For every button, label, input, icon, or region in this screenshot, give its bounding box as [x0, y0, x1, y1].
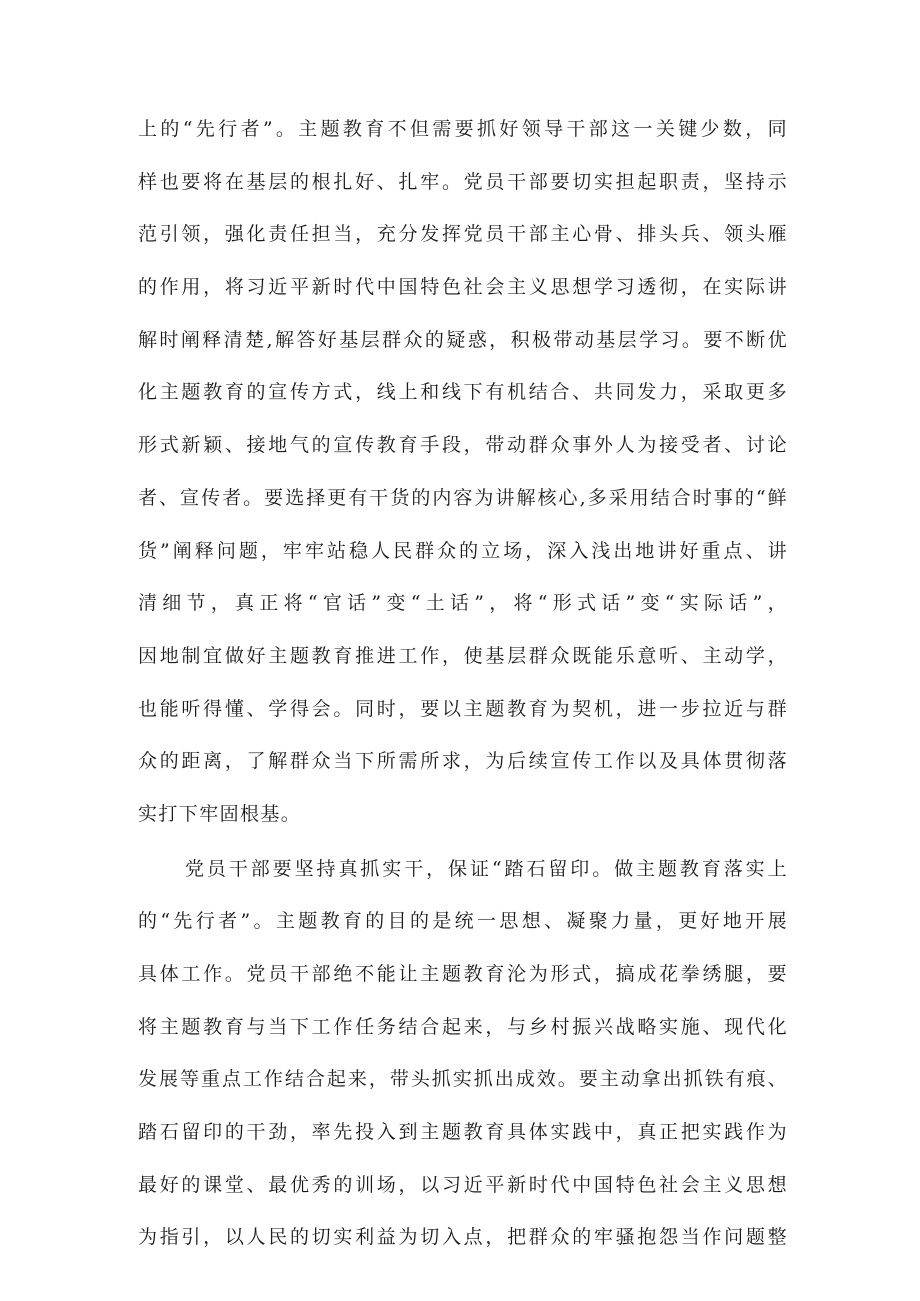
text-line: 货”阐释问题，牢牢站稳人民群众的立场，深入浅出地讲好重点、讲	[138, 539, 788, 562]
text-line: 的“先行者”。主题教育的目的是统一思想、凝聚力量，更好地开展	[138, 910, 788, 933]
paragraph-2	[138, 843, 788, 1265]
text-line: 清细节，真正将“官话”变“土话”，将“形式话”变“实际话”，	[138, 592, 788, 615]
text-line: 范引领，强化责任担当，充分发挥党员干部主心骨、排头兵、领头雁	[138, 223, 788, 246]
text-line: 者、宣传者。要选择更有干货的内容为讲解核心,多采用结合时事的“鲜	[138, 486, 788, 509]
text-line: 将主题教育与当下工作任务结合起来，与乡村振兴战略实施、现代化	[138, 1015, 788, 1038]
text-line: 也能听得懂、学得会。同时，要以主题教育为契机，进一步拉近与群	[138, 697, 788, 720]
text-line: 上的“先行者”。主题教育不但需要抓好领导干部这一关键少数，同	[138, 118, 788, 140]
text-line: 踏石留印的干劲，率先投入到主题教育具体实践中，真正把实践作为	[138, 1121, 788, 1144]
text-line: 样也要将在基层的根扎好、扎牢。党员干部要切实担起职责，坚持示	[138, 170, 788, 193]
text-line: 具体工作。党员干部绝不能让主题教育沦为形式，搞成花拳绣腿，要	[138, 963, 788, 985]
paragraph-1	[138, 103, 788, 841]
text-line: 的作用，将习近平新时代中国特色社会主义思想学习透彻，在实际讲	[138, 276, 788, 299]
text-line: 形式新颖、接地气的宣传教育手段，带动群众事外人为接受者、讨论	[138, 434, 788, 457]
text-line: 因地制宜做好主题教育推进工作，使基层群众既能乐意听、主动学，	[138, 644, 788, 667]
text-line: 化主题教育的宣传方式，线上和线下有机结合、共同发力，采取更多	[138, 381, 788, 404]
text-line: 最好的课堂、最优秀的训场，以习近平新时代中国特色社会主义思想	[138, 1173, 788, 1196]
document-page	[138, 103, 788, 1264]
text-line: 党员干部要坚持真抓实干，保证“踏石留印。做主题教育落实上	[185, 857, 788, 880]
text-line: 实打下牢固根基。	[138, 802, 302, 825]
text-line: 众的距离，了解群众当下所需所求，为后续宣传工作以及具体贯彻落	[138, 750, 788, 773]
text-line: 为指引，以人民的切实利益为切入点，把群众的牢骚抱怨当作问题整	[138, 1226, 788, 1249]
text-line: 解时阐释清楚,解答好基层群众的疑惑，积极带动基层学习。要不断优	[138, 328, 788, 351]
text-line: 发展等重点工作结合起来，带头抓实抓出成效。要主动拿出抓铁有痕、	[138, 1068, 788, 1091]
